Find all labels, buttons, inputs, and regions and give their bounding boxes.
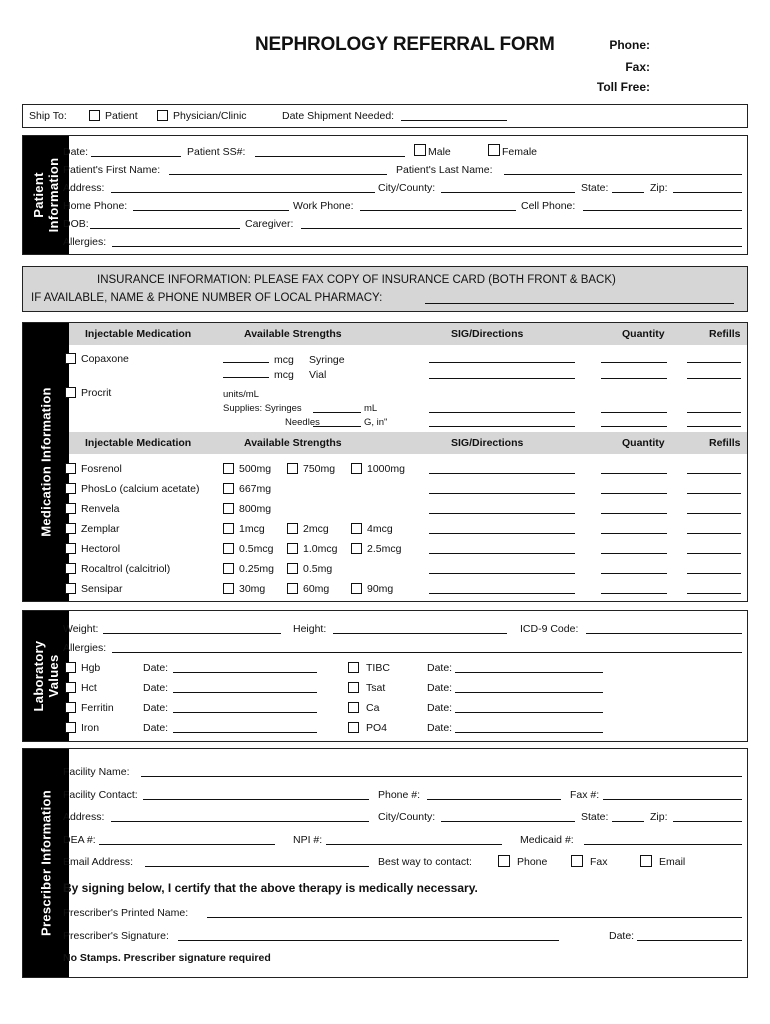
strength-label: 800mg xyxy=(239,503,272,515)
lab-name: Ca xyxy=(366,702,380,714)
prescriber-phone-field[interactable] xyxy=(427,788,561,800)
sig-field[interactable] xyxy=(429,522,575,534)
date-needed-field[interactable] xyxy=(401,109,507,121)
male-label: Male xyxy=(428,146,451,158)
best-way-label: Best way to contact: xyxy=(378,856,472,868)
strength-label: 1mcg xyxy=(239,523,265,535)
facility-name-label: Facility Name: xyxy=(63,766,130,778)
col-injectable: Injectable Medication xyxy=(85,328,192,340)
strength-label: 667mg xyxy=(239,483,272,495)
copaxone-mcg2-field[interactable] xyxy=(223,366,269,378)
sig-field[interactable] xyxy=(429,562,575,574)
lab-date-label: Date: xyxy=(427,722,453,734)
patient-zip-field[interactable] xyxy=(673,181,742,193)
male-checkbox[interactable] xyxy=(414,144,426,156)
contact-email-label: Email xyxy=(659,856,686,868)
oral-med-name: PhosLo (calcium acetate) xyxy=(81,483,200,495)
strength-checkbox[interactable] xyxy=(223,543,234,554)
oral-med-name: Sensipar xyxy=(81,583,123,595)
lab-name: Hct xyxy=(81,682,97,694)
form-title: NEPHROLOGY REFERRAL FORM xyxy=(255,34,555,55)
lab-name: Ferritin xyxy=(81,702,114,714)
sig-field[interactable] xyxy=(429,351,575,363)
lab-allergies-label: Allergies: xyxy=(63,642,107,654)
ship-patient-checkbox[interactable] xyxy=(89,110,100,121)
sig-field[interactable] xyxy=(429,582,575,594)
lab-name: TIBC xyxy=(366,662,390,674)
patient-ss-field[interactable] xyxy=(255,145,405,157)
lab-checkbox[interactable] xyxy=(65,722,76,733)
units-label: units/mL xyxy=(223,389,259,400)
prescriber-zip-label: Zip: xyxy=(650,811,668,823)
copaxone-mcg1-field[interactable] xyxy=(223,351,269,363)
strength-checkbox[interactable] xyxy=(351,543,362,554)
lab-date-field[interactable] xyxy=(173,701,317,713)
quantity-field[interactable] xyxy=(601,401,667,413)
patient-section-title: Patient Information xyxy=(31,157,61,233)
strength-checkbox[interactable] xyxy=(223,583,234,594)
strength-checkbox[interactable] xyxy=(287,583,298,594)
insurance-line1: INSURANCE INFORMATION: PLEASE FAX COPY OF INSURANCE CARD (BOTH FRONT & BACK) xyxy=(97,274,616,286)
caregiver-field[interactable] xyxy=(301,217,742,229)
female-checkbox[interactable] xyxy=(488,144,500,156)
refills-field[interactable] xyxy=(687,351,741,363)
phone-label: Phone: xyxy=(609,38,650,52)
prescriber-phone-label: Phone #: xyxy=(378,789,421,801)
strength-label: 90mg xyxy=(367,583,394,595)
lab-date-label: Date: xyxy=(427,702,453,714)
signature-field[interactable] xyxy=(178,929,559,941)
npi-field[interactable] xyxy=(326,833,502,845)
oral-med-name: Zemplar xyxy=(81,523,120,535)
last-name-label: Patient's Last Name: xyxy=(396,164,493,176)
ml-label: mL xyxy=(364,403,378,414)
sig-field[interactable] xyxy=(429,415,575,427)
npi-label: NPI #: xyxy=(293,834,323,846)
quantity-field[interactable] xyxy=(601,562,667,574)
lab-checkbox[interactable] xyxy=(65,702,76,713)
sig-field[interactable] xyxy=(429,367,575,379)
strength-checkbox[interactable] xyxy=(351,523,362,534)
oral-med-checkbox[interactable] xyxy=(65,503,76,514)
strength-label: 1.0mcg xyxy=(303,543,338,555)
col-injectable: Injectable Medication xyxy=(85,437,192,449)
vial-label: Vial xyxy=(309,369,327,381)
strength-checkbox[interactable] xyxy=(223,483,234,494)
mcg-label: mcg xyxy=(274,354,294,366)
dea-field[interactable] xyxy=(99,833,275,845)
strength-label: 2.5mcg xyxy=(367,543,402,555)
certify-statement: By signing below, I certify that the above therapy is medically necessary. xyxy=(63,881,478,895)
pharmacy-field[interactable] xyxy=(425,291,734,304)
lab-section xyxy=(22,610,748,742)
strength-label: 30mg xyxy=(239,583,266,595)
lab-date-label: Date: xyxy=(427,682,453,694)
strength-checkbox[interactable] xyxy=(287,463,298,474)
work-phone-field[interactable] xyxy=(360,199,516,211)
ship-physician-checkbox[interactable] xyxy=(157,110,168,121)
signature-date-field[interactable] xyxy=(637,929,742,941)
refills-field[interactable] xyxy=(687,502,741,514)
medicaid-label: Medicaid #: xyxy=(520,834,574,846)
printed-name-field[interactable] xyxy=(207,906,742,918)
lab-date-field[interactable] xyxy=(455,721,603,733)
prescriber-city-label: City/County: xyxy=(378,811,436,823)
lab-date-label: Date: xyxy=(143,702,169,714)
strength-checkbox[interactable] xyxy=(223,463,234,474)
patient-section xyxy=(22,135,748,255)
contact-email-checkbox[interactable] xyxy=(640,855,652,867)
medicaid-field[interactable] xyxy=(584,833,742,845)
height-label: Height: xyxy=(293,623,327,635)
first-name-label: Patient's First Name: xyxy=(63,164,161,176)
strength-label: 2mcg xyxy=(303,523,329,535)
patient-zip-label: Zip: xyxy=(650,182,668,194)
patient-address-label: Address: xyxy=(63,182,105,194)
strength-label: 0.25mg xyxy=(239,563,275,575)
lab-name: Iron xyxy=(81,722,100,734)
sig-field[interactable] xyxy=(429,482,575,494)
email-label: Email Address: xyxy=(63,856,134,868)
no-stamps-note: No Stamps. Prescriber signature required xyxy=(63,952,271,964)
lab-date-field[interactable] xyxy=(455,661,603,673)
strength-checkbox[interactable] xyxy=(223,523,234,534)
prescriber-zip-field[interactable] xyxy=(673,810,742,822)
col-quantity: Quantity xyxy=(622,328,665,340)
lab-checkbox[interactable] xyxy=(348,682,359,693)
patient-date-label: Date: xyxy=(63,146,89,158)
last-name-field[interactable] xyxy=(504,163,742,175)
oral-med-checkbox[interactable] xyxy=(65,583,76,594)
caregiver-label: Caregiver: xyxy=(245,218,294,230)
patient-date-field[interactable] xyxy=(91,145,181,157)
strength-checkbox[interactable] xyxy=(287,523,298,534)
col-refills: Refills xyxy=(709,328,741,340)
injectable-header xyxy=(69,323,747,345)
contact-phone-checkbox[interactable] xyxy=(498,855,510,867)
tollfree-label: Toll Free: xyxy=(596,80,650,94)
col-strengths: Available Strengths xyxy=(244,437,342,449)
lab-checkbox[interactable] xyxy=(65,682,76,693)
lab-date-label: Date: xyxy=(143,682,169,694)
lab-name: Hgb xyxy=(81,662,101,674)
oral-med-checkbox[interactable] xyxy=(65,463,76,474)
icd-label: ICD-9 Code: xyxy=(520,623,579,635)
email-field[interactable] xyxy=(145,855,369,867)
contact-phone-label: Phone xyxy=(517,856,548,868)
quantity-field[interactable] xyxy=(601,522,667,534)
facility-contact-label: Facility Contact: xyxy=(63,789,138,801)
first-name-field[interactable] xyxy=(169,163,387,175)
prescriber-address-field[interactable] xyxy=(111,810,369,822)
sig-field[interactable] xyxy=(429,502,575,514)
contact-fax-checkbox[interactable] xyxy=(571,855,583,867)
lab-section-title: Laboratory Values xyxy=(31,640,61,712)
home-phone-label: Home Phone: xyxy=(63,200,128,212)
lab-allergies-field[interactable] xyxy=(112,641,742,653)
prescriber-fax-field[interactable] xyxy=(603,788,742,800)
gauge-label: G, in" xyxy=(364,417,388,428)
cell-phone-label: Cell Phone: xyxy=(521,200,576,212)
oral-header xyxy=(69,432,747,454)
patient-state-field[interactable] xyxy=(612,181,644,193)
prescriber-city-field[interactable] xyxy=(441,810,575,822)
lab-date-field[interactable] xyxy=(173,721,317,733)
signature-label: Prescriber's Signature: xyxy=(63,930,169,942)
prescriber-state-field[interactable] xyxy=(612,810,644,822)
refills-field[interactable] xyxy=(687,401,741,413)
oral-med-name: Hectorol xyxy=(81,543,121,555)
oral-med-name: Fosrenol xyxy=(81,463,122,475)
strength-checkbox[interactable] xyxy=(223,503,234,514)
ship-physician-label: Physician/Clinic xyxy=(173,110,247,122)
sig-field[interactable] xyxy=(429,462,575,474)
lab-date-field[interactable] xyxy=(455,681,603,693)
patient-address-field[interactable] xyxy=(111,181,375,193)
ship-to-label: Ship To: xyxy=(29,110,67,122)
home-phone-field[interactable] xyxy=(133,199,289,211)
weight-label: Weight: xyxy=(63,623,99,635)
medication-sidebar xyxy=(23,323,69,601)
refills-field[interactable] xyxy=(687,462,741,474)
facility-name-field[interactable] xyxy=(141,765,742,777)
quantity-field[interactable] xyxy=(601,351,667,363)
lab-date-label: Date: xyxy=(427,662,453,674)
refills-field[interactable] xyxy=(687,582,741,594)
ship-patient-label: Patient xyxy=(105,110,138,122)
medication-section xyxy=(22,322,748,602)
printed-name-label: Prescriber's Printed Name: xyxy=(63,907,189,919)
lab-date-field[interactable] xyxy=(173,661,317,673)
col-strengths: Available Strengths xyxy=(244,328,342,340)
oral-med-name: Renvela xyxy=(81,503,120,515)
prescriber-state-label: State: xyxy=(581,811,609,823)
cell-phone-field[interactable] xyxy=(583,199,742,211)
quantity-field[interactable] xyxy=(601,582,667,594)
strength-label: 1000mg xyxy=(367,463,405,475)
ship-to-row xyxy=(22,104,748,128)
col-quantity: Quantity xyxy=(622,437,665,449)
prescriber-address-label: Address: xyxy=(63,811,105,823)
supplies-label: Supplies: Syringes xyxy=(223,403,302,414)
patient-ss-label: Patient SS#: xyxy=(187,146,246,158)
oral-med-checkbox[interactable] xyxy=(65,563,76,574)
lab-date-label: Date: xyxy=(143,662,169,674)
oral-med-checkbox[interactable] xyxy=(65,543,76,554)
prescriber-fax-label: Fax #: xyxy=(570,789,600,801)
work-phone-label: Work Phone: xyxy=(293,200,354,212)
quantity-field[interactable] xyxy=(601,502,667,514)
lab-checkbox[interactable] xyxy=(65,662,76,673)
dob-label: DOB: xyxy=(63,218,89,230)
quantity-field[interactable] xyxy=(601,415,667,427)
procrit-label: Procrit xyxy=(81,387,112,399)
weight-field[interactable] xyxy=(103,622,281,634)
quantity-field[interactable] xyxy=(601,462,667,474)
copaxone-label: Copaxone xyxy=(81,353,129,365)
refills-field[interactable] xyxy=(687,367,741,379)
dea-label: DEA #: xyxy=(63,834,96,846)
oral-med-name: Rocaltrol (calcitriol) xyxy=(81,563,171,575)
patient-city-label: City/County: xyxy=(378,182,436,194)
sig-field[interactable] xyxy=(429,542,575,554)
lab-name: PO4 xyxy=(366,722,388,734)
strength-checkbox[interactable] xyxy=(223,563,234,574)
height-field[interactable] xyxy=(333,622,507,634)
lab-checkbox[interactable] xyxy=(348,722,359,733)
lab-date-field[interactable] xyxy=(455,701,603,713)
strength-checkbox[interactable] xyxy=(287,543,298,554)
fax-label: Fax: xyxy=(625,60,650,74)
female-label: Female xyxy=(502,146,538,158)
col-refills: Refills xyxy=(709,437,741,449)
icd-field[interactable] xyxy=(586,622,742,634)
patient-state-label: State: xyxy=(581,182,609,194)
refills-field[interactable] xyxy=(687,522,741,534)
syringe-label: Syringe xyxy=(309,354,345,366)
refills-field[interactable] xyxy=(687,415,741,427)
patient-allergies-field[interactable] xyxy=(112,235,742,247)
medication-section-title: Medication Information xyxy=(38,387,54,537)
lab-date-field[interactable] xyxy=(173,681,317,693)
strength-label: 4mcg xyxy=(367,523,393,535)
lab-checkbox[interactable] xyxy=(348,662,359,673)
insurance-section xyxy=(22,266,748,312)
strength-label: 60mg xyxy=(303,583,330,595)
refills-field[interactable] xyxy=(687,562,741,574)
copaxone-checkbox[interactable] xyxy=(65,353,76,364)
strength-label: 0.5mcg xyxy=(239,543,274,555)
lab-checkbox[interactable] xyxy=(348,702,359,713)
quantity-field[interactable] xyxy=(601,542,667,554)
oral-med-checkbox[interactable] xyxy=(65,523,76,534)
patient-allergies-label: Allergies: xyxy=(63,236,107,248)
mcg-label: mcg xyxy=(274,369,294,381)
insurance-line2: IF AVAILABLE, NAME & PHONE NUMBER OF LOCAL PHARMACY: xyxy=(31,292,383,304)
strength-checkbox[interactable] xyxy=(287,563,298,574)
strength-label: 0.5mg xyxy=(303,563,333,575)
strength-label: 500mg xyxy=(239,463,272,475)
col-sig: SIG/Directions xyxy=(451,328,524,340)
dob-field[interactable] xyxy=(90,217,240,229)
lab-date-label: Date: xyxy=(143,722,169,734)
lab-name: Tsat xyxy=(366,682,386,694)
strength-checkbox[interactable] xyxy=(351,583,362,594)
quantity-field[interactable] xyxy=(601,367,667,379)
patient-city-field[interactable] xyxy=(441,181,575,193)
facility-contact-field[interactable] xyxy=(143,788,369,800)
refills-field[interactable] xyxy=(687,542,741,554)
prescriber-section xyxy=(22,748,748,978)
oral-med-checkbox[interactable] xyxy=(65,483,76,494)
needles-gauge-field[interactable] xyxy=(313,415,361,427)
sig-field[interactable] xyxy=(429,401,575,413)
syringes-ml-field[interactable] xyxy=(313,401,361,413)
strength-checkbox[interactable] xyxy=(351,463,362,474)
procrit-checkbox[interactable] xyxy=(65,387,76,398)
contact-fax-label: Fax xyxy=(590,856,608,868)
col-sig: SIG/Directions xyxy=(451,437,524,449)
signature-date-label: Date: xyxy=(609,930,635,942)
quantity-field[interactable] xyxy=(601,482,667,494)
refills-field[interactable] xyxy=(687,482,741,494)
needles-label: Needles xyxy=(285,417,320,428)
prescriber-section-title: Prescriber Information xyxy=(38,789,54,937)
strength-label: 750mg xyxy=(303,463,336,475)
date-needed-label: Date Shipment Needed: xyxy=(282,110,395,122)
